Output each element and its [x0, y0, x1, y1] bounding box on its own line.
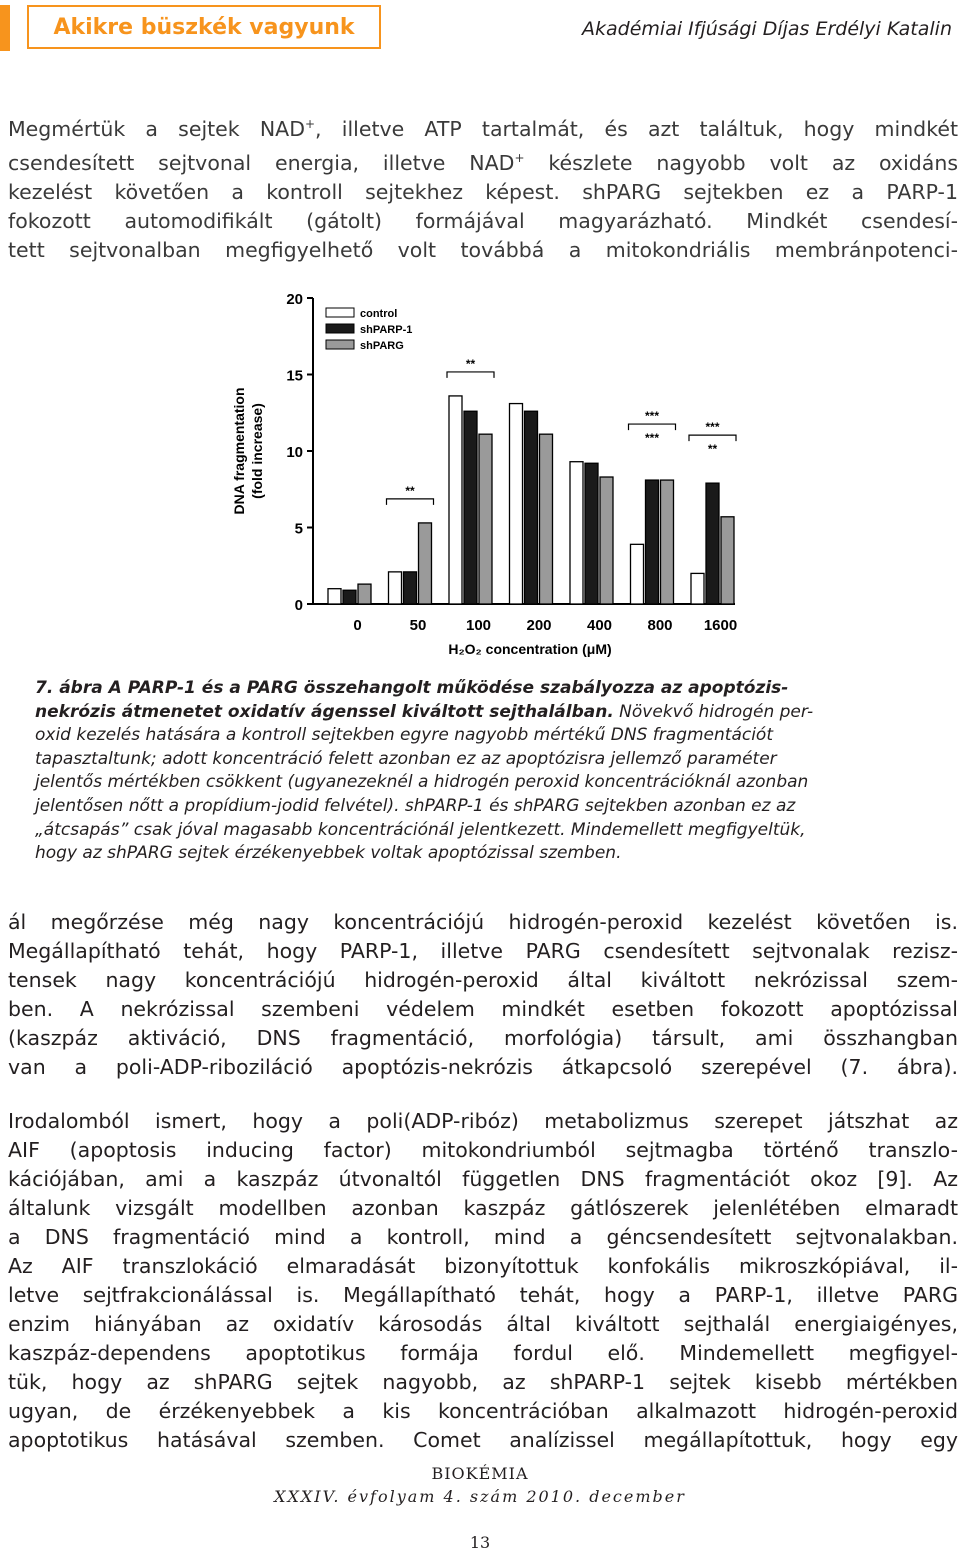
significance-label: ** [465, 356, 476, 371]
caption-line: tapasztaltunk; adott koncentráció felett azonban ez az apoptózisra jellemző paraméter [35, 748, 777, 769]
caption-line: 7. ábra A PARP-1 és a PARG összehangolt működése szabályozza az apoptózis- [35, 678, 789, 698]
text-line: kációjában, ami a kaszpáz útvonaltól független DNS fragmentációt okoz [9]. Az [8, 1167, 958, 1191]
bar-control [691, 573, 704, 604]
y-tick-label: 20 [286, 291, 303, 308]
bar-shparp-1 [464, 411, 477, 604]
text-line: csendesített sejtvonal energia, illetve NAD+ készlete nagyobb volt az oxidáns [8, 150, 959, 175]
text-line: Megállapítható tehát, hogy PARP-1, illetve PARG csendesített sejtvonalak rezisz- [8, 939, 958, 963]
bar-shparp-1 [706, 483, 719, 604]
bar-shparg [721, 517, 734, 604]
significance-label: *** [644, 431, 660, 446]
caption-line: „átcsapás” csak jóval magasabb koncentrációnál jelentkezett. Mindemellett megfigyeltük, [35, 819, 806, 840]
bar-control [631, 544, 644, 604]
running-title: Akadémiai Ifjúsági Díjas Erdélyi Katalin [582, 18, 952, 40]
bar-shparg [540, 434, 553, 604]
footer-journal: BIOKÉMIA [431, 1464, 529, 1483]
x-tick-label: 100 [465, 617, 492, 634]
caption-line: jelentős mértékben csökkent (ugyanezeknél a hidrogén peroxid koncentrációknál azonban [35, 772, 809, 793]
text-line: tensek nagy koncentrációjú hidrogén-peroxid által kiváltott nekrózissal szem- [8, 968, 958, 992]
bar-control [449, 396, 462, 604]
x-tick-label: 200 [526, 617, 552, 634]
bar-shparp-1 [585, 463, 598, 604]
paragraph-3 [8, 1107, 958, 1455]
bar-shparg [419, 523, 432, 604]
bar-shparg [600, 477, 613, 604]
y-tick-label: 15 [286, 367, 303, 385]
significance-bracket [689, 435, 736, 441]
x-tick-label: 1600 [703, 617, 738, 634]
significance-label: *** [705, 420, 720, 435]
text-line: letve sejtfrakcionálással is. Megállapítható tehát, hogy a PARP-1, illetve PARG [8, 1283, 958, 1307]
text-line: ugyan, de érzékenyebbek a kis koncentrációban alkalmazott hidrogén-peroxid [8, 1399, 958, 1423]
y-tick-label: 10 [286, 444, 303, 461]
bar-control [510, 404, 523, 604]
bar-shparg [479, 434, 492, 604]
significance-label: *** [644, 409, 660, 424]
significance-label: ** [405, 483, 415, 498]
x-tick-label: 400 [586, 617, 613, 634]
bar-shparp-1 [343, 590, 356, 604]
text-line: enzim hiányában az oxidatív károsodás által kiváltott sejthalál energiaigényes, [8, 1312, 958, 1336]
text-line: apoptotikus hatásával szemben. Comet analízissel megállapítottuk, hogy egy [8, 1428, 958, 1452]
caption-line: hogy az shPARG sejtek érzékenyebbek voltak apoptózissal szemben. [35, 843, 622, 864]
footer-volume: XXXIV. évfolyam 4. szám 2010. december [274, 1487, 686, 1506]
text-line: kaszpáz-dependens apoptotikus formája fordul elő. Mindemellett megfigyel- [8, 1341, 958, 1365]
bar-control [328, 589, 341, 604]
bar-shparp-1 [646, 480, 659, 604]
paragraph-2 [8, 908, 958, 1082]
text-line: van a poli-ADP-riboziláció apoptózis-nekrózis átkapcsoló szerepével (7. ábra). [8, 1055, 958, 1079]
text-line: általunk vizsgált modellben azonban kaszpáz gátlószerek jelenlétében elmaradt [8, 1196, 958, 1220]
legend-swatch-control [326, 308, 354, 317]
bar-control [570, 462, 583, 604]
significance-bracket [629, 424, 676, 430]
bar-shparg [358, 584, 371, 604]
y-axis-title: DNA fragmentation (fold increase) [231, 387, 265, 515]
legend-swatch-shparp-1 [326, 324, 354, 333]
legend-label: control [360, 308, 398, 320]
text-line: (kaszpáz aktiváció, DNS fragmentáció, morfológia) társult, ami összhangban [8, 1026, 958, 1050]
x-tick-label: 0 [353, 617, 362, 634]
text-line: tük, hogy az shPARG sejtek nagyobb, az shPARP-1 sejtek kisebb mértékben [8, 1370, 958, 1394]
caption-line: oxid kezelés hatására a kontroll sejtekben egyre nagyobb mértékű DNS fragmentációt [35, 725, 773, 746]
text-line: fokozott automodifikált (gátolt) formájával magyarázható. Mindkét csendesí- [8, 208, 958, 233]
y-tick-label: 5 [294, 520, 303, 538]
bar-shparg [661, 480, 674, 604]
text-line: ben. A nekrózissal szembeni védelem mindkét esetben fokozott apoptózissal [8, 997, 958, 1021]
x-tick-label: 800 [647, 617, 673, 634]
legend-label: shPARG [360, 340, 404, 352]
text-line: kezelést követően a kontroll sejtekhez képest. shPARG sejtekben ez a PARP-1 [8, 179, 958, 204]
text-line: Irodalomból ismert, hogy a poli(ADP-ribóz) metabolizmus szerepet játszhat az [8, 1109, 958, 1133]
section-title: Akikre büszkék vagyunk [53, 14, 355, 40]
text-line: AIF (apoptosis inducing factor) mitokondriumból sejtmagba történő transzlo- [8, 1138, 958, 1162]
page-number: 13 [469, 1533, 491, 1552]
significance-bracket [447, 372, 494, 378]
bar-control [389, 572, 402, 604]
y-tick-label: 0 [294, 597, 303, 614]
bar-shparp-1 [404, 572, 417, 604]
x-tick-label: 50 [409, 617, 427, 634]
figure-caption [35, 677, 930, 866]
text-line: tett sejtvonalban megfigyelhető volt továbbá a mitokondriális membránpotenci- [8, 237, 958, 262]
significance-label: ** [707, 442, 718, 457]
significance-bracket [387, 499, 434, 505]
legend-label: shPARP-1 [360, 324, 413, 336]
caption-line: nekrózis átmenetet oxidatív ágenssel kiváltott sejthalálban. Növekvő hidrogén per- [35, 701, 814, 722]
text-line: ál megőrzése még nagy koncentrációjú hidrogén-peroxid kezelést követően is. [8, 910, 958, 934]
caption-line: jelentősen nőtt a propídium-jodid felvétel). shPARP-1 és shPARG sejtekben azonban ez az [35, 795, 796, 816]
text-line: Megmértük a sejtek NAD+, illetve ATP tartalmát, és azt találtuk, hogy mindkét [8, 116, 958, 141]
legend-swatch-shparg [326, 340, 354, 349]
text-line: Az AIF transzlokáció elmaradását bizonyítottuk konfokális mikroszkópiával, il- [8, 1254, 958, 1278]
text-line: a DNS fragmentáció mind a kontroll, mind a géncsendesített sejtvonalakban. [8, 1225, 958, 1249]
bar-shparp-1 [525, 411, 538, 604]
dna-fragmentation-chart [0, 0, 960, 680]
x-axis-title: H₂O₂ concentration (μM) [448, 641, 612, 657]
